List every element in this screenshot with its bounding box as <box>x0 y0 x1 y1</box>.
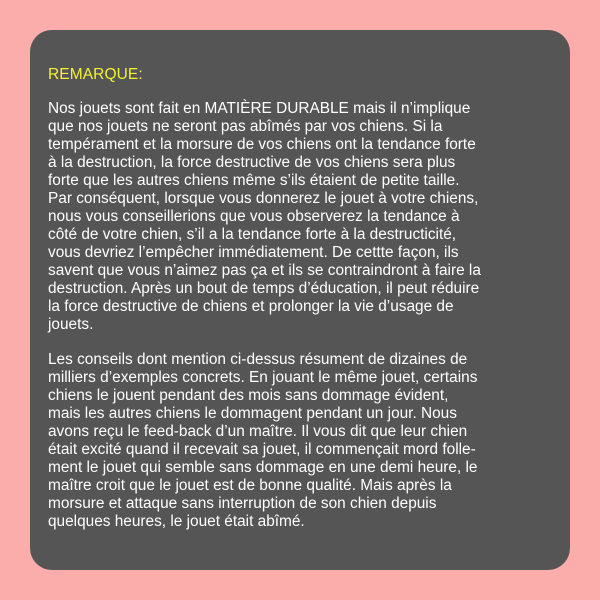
text-line: quelques heures, le jouet était abîmé. <box>48 513 305 530</box>
text-line: morsure et attaque sans interruption de son chien depuis <box>48 495 437 512</box>
text-line: ment le jouet qui semble sans dommage en une demi heure, le <box>48 459 478 476</box>
text-line: milliers d’exemples concrets. En jouant le même jouet, certains <box>48 369 478 386</box>
text-line: forte que les autres chiens même s’ils étaient de petite taille. <box>48 172 460 189</box>
text-line: tempérament et la morsure de vos chiens ont la tendance forte <box>48 136 476 153</box>
text-line: que nos jouets ne seront pas abîmés par vos chiens. Si la <box>48 118 443 135</box>
notice-card <box>30 30 570 570</box>
text-line: chiens le jouent pendant des mois sans dommage évident, <box>48 387 449 404</box>
notice-heading: REMARQUE: <box>48 66 143 83</box>
notice-paragraph-2 <box>48 351 552 531</box>
text-line: destruction. Après un bout de temps d’éducation, il peut réduire <box>48 280 480 297</box>
text-line: vous devriez l’empêcher immédiatement. De cettte façon, ils <box>48 244 459 261</box>
text-line: savent que vous n’aimez pas ça et ils se contraindront à faire la <box>48 262 481 279</box>
text-line: à la destruction, la force destructive de vos chiens sera plus <box>48 154 456 171</box>
text-line: mais les autres chiens le dommagent pendant un jour. Nous <box>48 405 457 422</box>
text-line: était excité quand il recevait sa jouet, il commençait mord folle- <box>48 441 476 458</box>
text-line: jouets. <box>48 316 94 333</box>
text-line: côté de votre chien, s’il a la tendance forte à la destructicité, <box>48 226 457 243</box>
notice-paragraph-1 <box>48 100 552 334</box>
text-line: nous vous conseillerions que vous observerez la tendance à <box>48 208 460 225</box>
text-line: la force destructive de chiens et prolonger la vie d’usage de <box>48 298 454 315</box>
text-line: maître croit que le jouet est de bonne qualité. Mais après la <box>48 477 452 494</box>
text-line: Nos jouets sont fait en MATIÈRE DURABLE mais il n’implique <box>48 100 471 117</box>
text-line: avons reçu le feed-back d’un maître. Il vous dit que leur chien <box>48 423 468 440</box>
text-line: Par conséquent, lorsque vous donnerez le jouet à votre chiens, <box>48 190 479 207</box>
text-line: Les conseils dont mention ci-dessus résument de dizaines de <box>48 351 468 368</box>
